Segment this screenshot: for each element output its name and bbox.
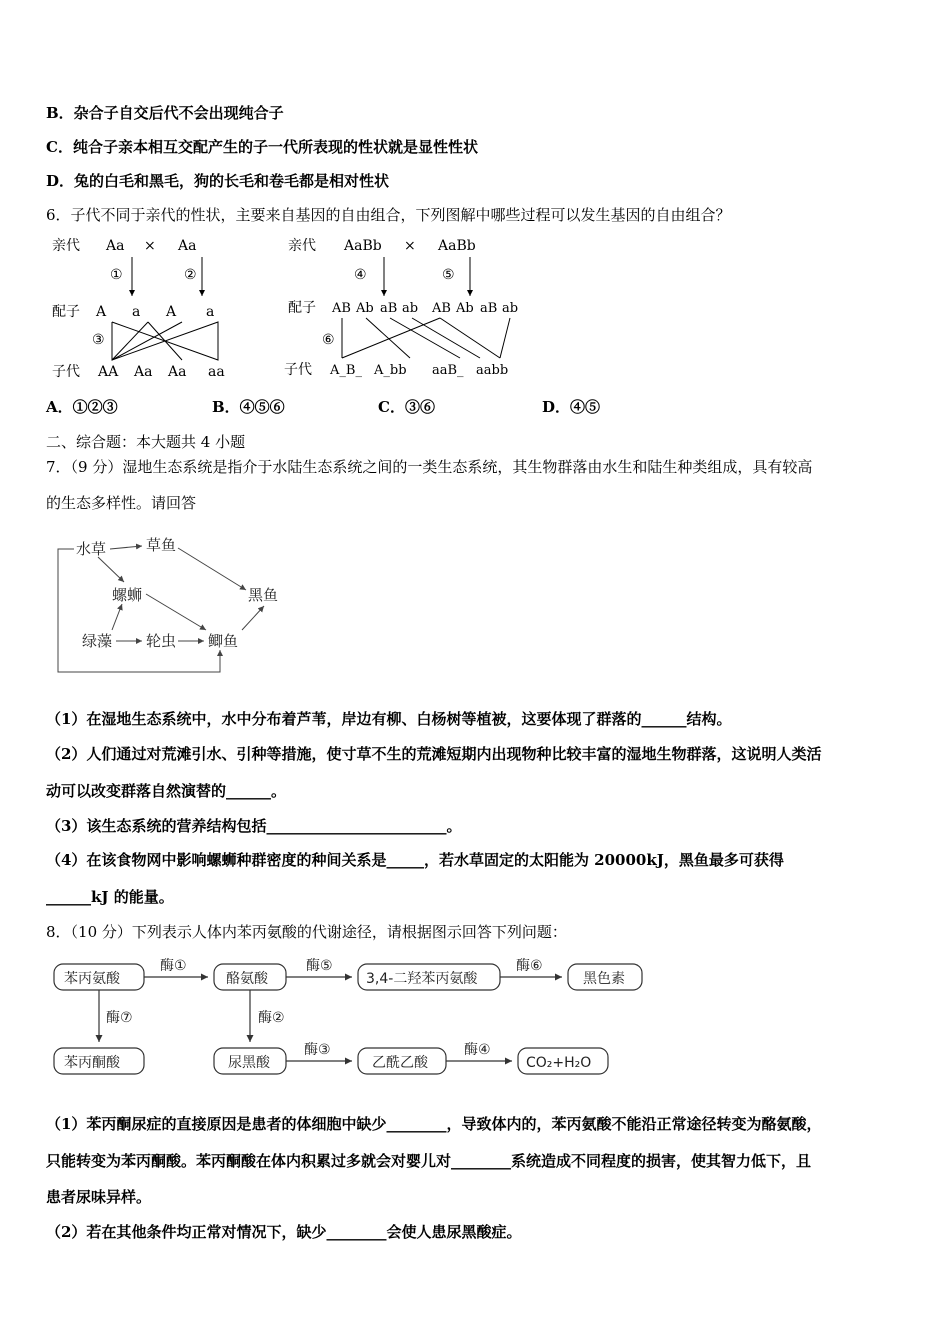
genetics-cross-diagram xyxy=(40,232,530,388)
right-cross-lines xyxy=(342,318,510,358)
arrow-carp-to-blackfish xyxy=(178,548,246,590)
q8-part1-line2: 只能转变为苯丙酮酸。苯丙酮酸在体内积累过多就会对婴儿对________系统造成不同程度的损害，使其智力低下，且 xyxy=(46,1152,812,1170)
q6-option-d: D．④⑤ xyxy=(542,398,601,416)
right-offspring: A_bb xyxy=(374,363,407,378)
q5-option-c: C．纯合子亲本相互交配产生的子一代所表现的性状就是显性性状 xyxy=(46,138,478,156)
left-parent-label: 亲代 xyxy=(52,238,80,254)
node-green-algae: 绿藻 xyxy=(82,632,113,650)
q7-part4-line2: ______kJ 的能量。 xyxy=(46,888,174,906)
food-web-diagram xyxy=(52,534,302,678)
arrow-grass-to-snail xyxy=(98,557,124,582)
right-offspring: A_B_ xyxy=(330,363,362,378)
left-offspring: Aa xyxy=(134,364,153,380)
label-co2h2o: CO₂+H₂O xyxy=(526,1055,592,1071)
q8-part1-line1: （1）苯丙酮尿症的直接原因是患者的体细胞中缺少________，导致体内的，苯丙氨酸不能沿正常途径转变为酪氨酸， xyxy=(46,1115,822,1133)
left-offspring: AA xyxy=(98,364,119,380)
right-parent-label: 亲代 xyxy=(288,238,316,254)
q7-part4-line1: （4）在该食物网中影响螺蛳种群密度的种间关系是_____，若水草固定的太阳能为 20000kJ，黑鱼最多可获得 xyxy=(46,851,784,869)
arrow-snail-to-crucian xyxy=(146,594,206,630)
right-gamete: Ab xyxy=(456,301,474,316)
label-dopa: 3,4-二羟苯丙氨酸 xyxy=(366,971,478,987)
label-melanin: 黑色素 xyxy=(583,971,625,987)
enzyme-5: 酶⑤ xyxy=(306,958,333,974)
right-cross-symbol: × xyxy=(404,238,416,254)
enzyme-7: 酶⑦ xyxy=(106,1010,133,1026)
q7-stem-line1: 7．（9 分）湿地生态系统是指介于水陆生态系统之间的一类生态系统，其生物群落由水生和陆生种类组成，具有较高 xyxy=(46,458,813,476)
step-3: ③ xyxy=(92,332,105,348)
step-5: ⑤ xyxy=(442,267,455,283)
step-1: ① xyxy=(110,267,123,283)
right-gamete: aB xyxy=(380,301,398,316)
q6-option-a: A．①②③ xyxy=(46,398,118,416)
right-gamete: Ab xyxy=(356,301,374,316)
label-phe: 苯丙氨酸 xyxy=(64,971,120,987)
q7-part2-line1: （2）人们通过对荒滩引水、引种等措施，使寸草不生的荒滩短期内出现物种比较丰富的湿地生物群落，这说明人类活 xyxy=(46,745,822,763)
section-heading: 二、综合题：本大题共 4 小题 xyxy=(46,433,246,451)
left-gamete: A xyxy=(96,304,107,320)
q6-stem: 6．子代不同于亲代的性状，主要来自基因的自由组合，下列图解中哪些过程可以发生基因的自由组合？ xyxy=(46,206,731,224)
node-grass-carp: 草鱼 xyxy=(146,536,177,554)
right-gamete: AB xyxy=(432,301,451,316)
enzyme-4: 酶④ xyxy=(464,1042,491,1058)
q7-part3: （3）该生态系统的营养结构包括________________________。 xyxy=(46,817,462,835)
step-6: ⑥ xyxy=(322,332,335,348)
q5-option-d: D．兔的白毛和黑毛，狗的长毛和卷毛都是相对性状 xyxy=(46,172,390,190)
left-parent-1: Aa xyxy=(106,238,125,254)
left-offspring-label: 子代 xyxy=(52,364,80,380)
q7-part2-line2: 动可以改变群落自然演替的______。 xyxy=(46,782,287,800)
label-tyr: 酪氨酸 xyxy=(226,971,268,987)
enzyme-1: 酶① xyxy=(160,958,187,974)
left-gamete: a xyxy=(132,304,141,320)
label-ppa: 苯丙酮酸 xyxy=(64,1055,120,1071)
right-gamete: AB xyxy=(332,301,351,316)
node-snail: 螺蛳 xyxy=(112,586,143,604)
right-parent-2: AaBb xyxy=(438,238,476,254)
arrow-grass-to-carp xyxy=(110,546,142,549)
q8-stem: 8．（10 分）下列表示人体内苯丙氨酸的代谢途径，请根据图示回答下列问题： xyxy=(46,923,567,941)
q6-option-b: B．④⑤⑥ xyxy=(212,398,285,416)
left-offspring: Aa xyxy=(168,364,187,380)
right-offspring-label: 子代 xyxy=(284,362,312,378)
right-gamete: ab xyxy=(402,301,419,316)
arrow-crucian-to-blackfish xyxy=(242,606,264,630)
enzyme-3: 酶③ xyxy=(304,1042,331,1058)
q8-part1-line3: 患者尿味异样。 xyxy=(46,1188,152,1206)
arrow-grass-to-crucian xyxy=(58,549,220,672)
q6-option-c: C．③⑥ xyxy=(378,398,435,416)
right-gamete: ab xyxy=(502,301,519,316)
left-cross-lines xyxy=(112,322,218,360)
left-offspring: aa xyxy=(208,364,225,380)
q7-part1: （1）在湿地生态系统中，水中分布着芦苇，岸边有柳、白杨树等植被，这要体现了群落的______结构。 xyxy=(46,710,732,728)
label-hga: 尿黑酸 xyxy=(228,1055,270,1071)
arrow-algae-to-snail xyxy=(112,604,122,630)
right-gamete-label: 配子 xyxy=(288,300,316,316)
right-offspring: aaB_ xyxy=(432,363,464,378)
q5-option-b: B．杂合子自交后代不会出现纯合子 xyxy=(46,104,284,122)
enzyme-6: 酶⑥ xyxy=(516,958,543,974)
q8-part2: （2）若在其他条件均正常对情况下，缺少________会使人患尿黑酸症。 xyxy=(46,1223,522,1241)
node-water-grass: 水草 xyxy=(76,540,107,558)
right-offspring: aabb xyxy=(476,363,509,378)
left-cross-symbol: × xyxy=(144,238,156,254)
enzyme-2: 酶② xyxy=(258,1010,285,1026)
right-gamete: aB xyxy=(480,301,498,316)
q7-stem-line2: 的生态多样性。请回答 xyxy=(46,494,197,512)
node-rotifer: 轮虫 xyxy=(146,632,177,650)
step-2: ② xyxy=(184,267,197,283)
node-crucian: 鲫鱼 xyxy=(208,632,239,650)
left-parent-2: Aa xyxy=(178,238,197,254)
label-aaa: 乙酰乙酸 xyxy=(372,1055,428,1071)
metabolic-pathway-diagram xyxy=(50,952,650,1082)
left-gamete: A xyxy=(166,304,177,320)
left-gamete: a xyxy=(206,304,215,320)
right-parent-1: AaBb xyxy=(344,238,382,254)
left-gamete-label: 配子 xyxy=(52,304,80,320)
node-black-fish: 黑鱼 xyxy=(248,586,279,604)
step-4: ④ xyxy=(354,267,367,283)
